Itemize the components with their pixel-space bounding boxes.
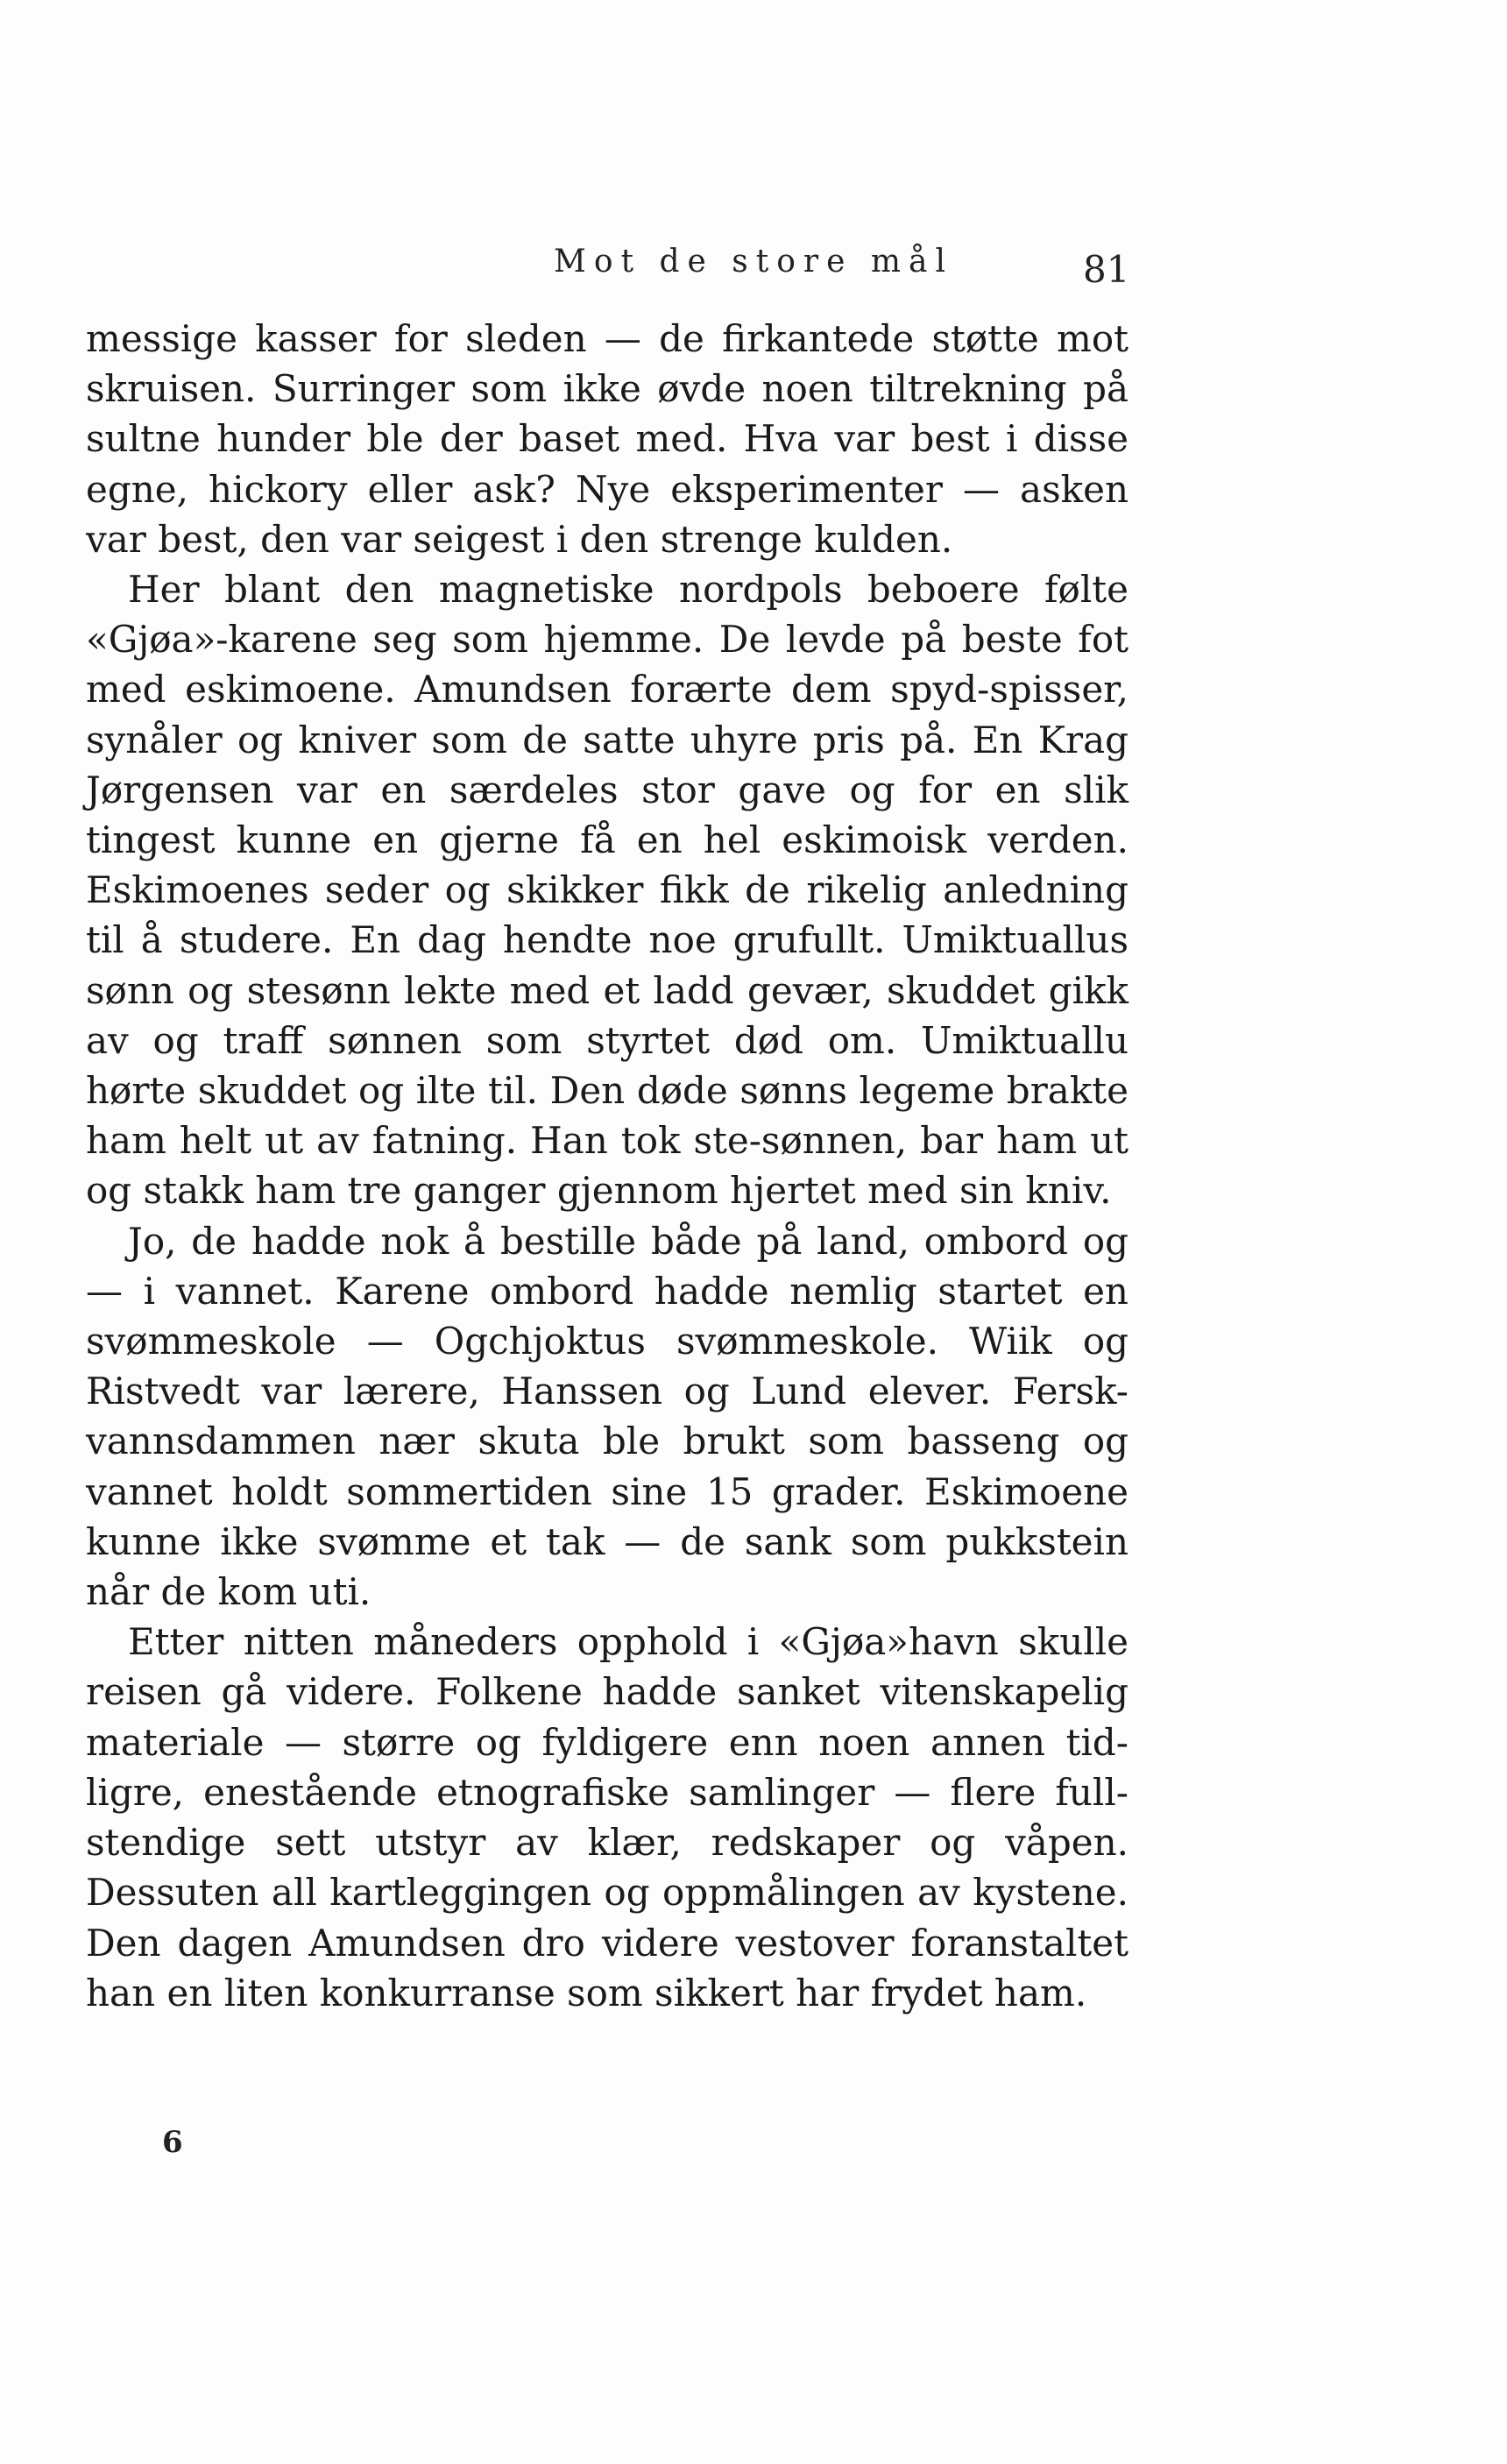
paragraph-2: Her blant den magnetiske nordpols beboere følte «Gjøa»-karene seg som hjemme. De levde på beste fot med eskimoene. Amundsen forærte dem spyd-spisser, synåler og kniver som de satte uhyre pris på. En Krag Jørgensen var en særdeles stor gave og for en slik tingest kunne en gjerne få en hel eskimoisk verden. Eskimoenes seder og skikker fikk de rikelig anledning til å studere. En dag hendte noe grufullt. Umiktuallus sønn og stesønn lekte med et ladd gevær, skuddet gikk av og traff sønnen som styrtet død om. Umiktuallu hørte skuddet og ilte til. Den døde sønns legeme brakte ham helt ut av fatning. Han tok ste-sønnen, bar ham ut og stakk ham tre ganger gjennom hjertet med sin kniv. [86, 568, 1128, 1213]
paragraph-3: Jo, de hadde nok å bestille både på land, ombord og — i vannet. Karene ombord hadde nemlig startet en svømmeskole — Ogchjoktus svømmeskole. Wiik og Ristvedt var lærere, Hanssen og Lund elever. Fersk-vannsdammen nær skuta ble brukt som basseng og vannet holdt sommertiden sine 15 grader. Eskimoene kunne ikke svømme et tak — de sank som pukkstein når de kom uti. [86, 1219, 1128, 1614]
running-header-title: Mot de store mål [554, 244, 953, 280]
paragraph-1: messige kasser for sleden — de firkantede støtte mot skruisen. Surringer som ikke øvde noen tiltrekning på sultne hunder ble der baset med. Hva var best i disse egne, hickory eller ask? Nye eksperimenter — asken var best, den var seigest i den strenge kulden. [86, 317, 1128, 561]
signature-mark: 6 [162, 2125, 183, 2160]
page-number: 81 [1083, 248, 1130, 291]
body-text [86, 314, 1128, 2018]
paragraph-4: Etter nitten måneders opphold i «Gjøa»havn skulle reisen gå videre. Folkene hadde sanket vitenskapelig materiale — større og fyldigere enn noen annen tid-ligre, enestående etnografiske samlinger — flere full-stendige sett utstyr av klær, redskaper og våpen. Dessuten all kartleggingen og oppmålingen av kystene. Den dagen Amundsen dro videre vestover foranstaltet han en liten konkurranse som sikkert har frydet ham. [86, 1620, 1128, 2014]
